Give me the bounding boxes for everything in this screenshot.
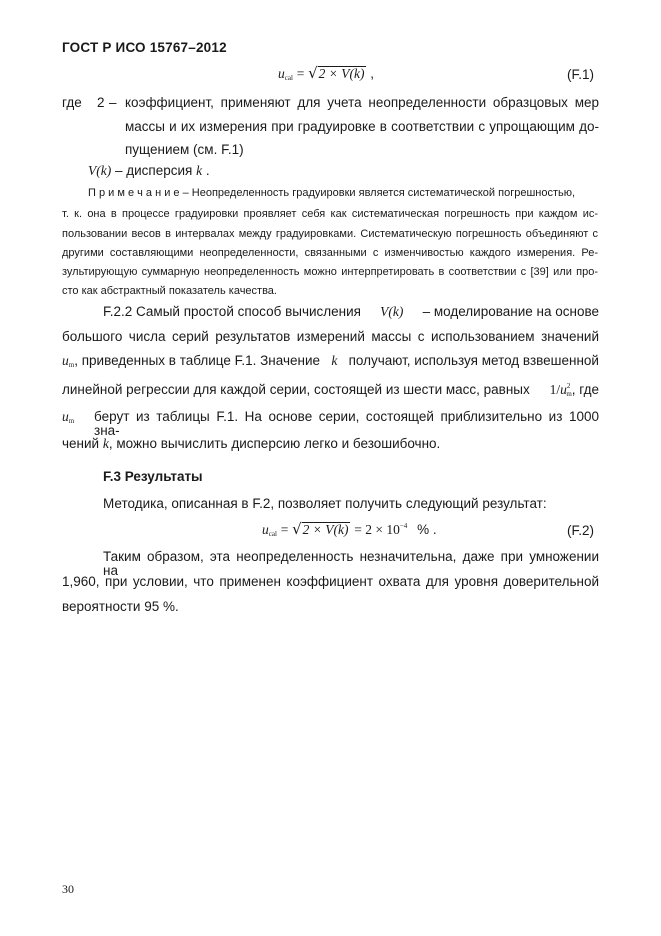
conclusion-line2: 1,960, при условии, что применен коэффициент охвата для уровня доверительной [62,574,599,589]
where-num: 2 [97,95,105,110]
f22-l4var: u [560,382,567,397]
eq2-equals: = [280,522,289,537]
eq2-label: (F.2) [567,523,594,538]
where-line1: коэффициент, применяют для учета неопределенности образцовых мер [125,95,599,110]
f22-l3sub: m [68,361,75,369]
vk-text: – дисперсия [115,163,193,178]
f22-l1b: – моделирование на основе [422,304,599,319]
eq1-radicand: 2 × V(k) [318,66,365,81]
f22-l1var: V(k) [380,304,404,319]
f22-l6b: , можно вычислить дисперсию легко и безошибочно. [108,436,441,451]
eq1-equals: = [296,66,305,81]
eq2-exp: −4 [399,522,408,530]
where-line2: массы и их измерения при градуировке в соответствии с упрощающим до- [125,119,599,134]
f22-l3var: u [62,353,69,368]
vk-end: . [205,163,210,178]
note-line3: пользовании весов в интервалах между градуировками. Систематическую погрешность объединяют с [62,228,598,240]
eq2-lhs-sub: cal [268,530,277,538]
f22-l5a: берут из таблицы F.1. На основе серии, состоящей приблизительно из 1000 зна- [94,409,599,438]
vk-var: V(k) [88,163,112,178]
document-header: ГОСТ Р ИСО 15767–2012 [62,40,227,55]
f22-l5var: u [62,409,69,424]
sqrt-icon: √ [308,64,318,82]
f22-line5 [62,410,599,437]
conclusion-line1: Таким образом, эта неопределенность незначительна, даже при умножении на [103,549,599,578]
eq2-unit: % . [417,522,437,537]
f22-l1a: F.2.2 Самый простой способ вычисления [103,304,361,319]
f22-l3b: получают, используя метод взвешенной [348,353,599,368]
sqrt-icon: √ [292,520,302,538]
f22-l4a: линейной регрессии для каждой серии, состоящей из шести масс, равных [62,382,530,397]
note-line1-text: – Неопределенность градуировки является систематической погрешностью, [182,187,576,199]
where-prefix: где [62,95,82,110]
where-line3: пущением (см. F.1) [125,142,244,157]
f22-l3k: k [331,353,338,368]
note-line4: другими составляющими неопределенности, связанными с изменчивостью каждого измерения. Ре- [62,247,598,259]
vk-definition [88,164,210,178]
f22-line2: большого числа серий результатов измерений массы с использованием значений [62,329,599,344]
f22-l3a: , приведенных в таблице F.1. Значение [74,353,321,368]
eq2-rhs: = 2 × 10 [354,522,400,537]
f22-l6k: k [102,436,109,451]
vk-k: k [196,163,203,178]
f22-l5sub: m [68,417,75,425]
f22-l4b: , где [571,382,599,397]
f22-line6 [62,437,440,451]
eq1-label: (F.1) [567,67,594,82]
note-line2: т. к. она в процессе градуировки проявляет себя как систематическая погрешность при каждом ис- [62,208,598,220]
equation-f1 [278,66,374,82]
note-line6: сто как абстрактный показатель качества. [62,285,277,297]
eq2-lhs-var: u [262,522,269,537]
f22-l6a: чений [62,436,100,451]
page-number: 30 [62,882,74,896]
f22-l4frac: 1/ [549,382,561,397]
f22-line3 [62,354,599,369]
note-line5: зультирующую суммарную неопределенность можно интерпретировать в соответствии с [39] или про- [62,266,598,278]
note-label: П р и м е ч а н и е [88,187,180,199]
where-dash: – [109,95,117,110]
eq1-tail: , [370,66,375,81]
conclusion-line3: вероятности 95 %. [62,599,179,614]
note-line1 [88,188,575,199]
f22-l4sub: m [566,390,572,398]
f22-line1 [103,305,599,319]
eq1-lhs-sub: cal [284,74,293,82]
eq2-radicand: 2 × V(k) [302,522,349,537]
eq1-lhs-var: u [278,66,285,81]
f3-intro: Методика, описанная в F.2, позволяет получить следующий результат: [103,496,547,511]
f22-line4 [62,383,599,398]
equation-f2 [262,522,437,538]
f22-l4sup: 2 [566,382,571,390]
f3-heading: F.3 Результаты [103,469,203,484]
